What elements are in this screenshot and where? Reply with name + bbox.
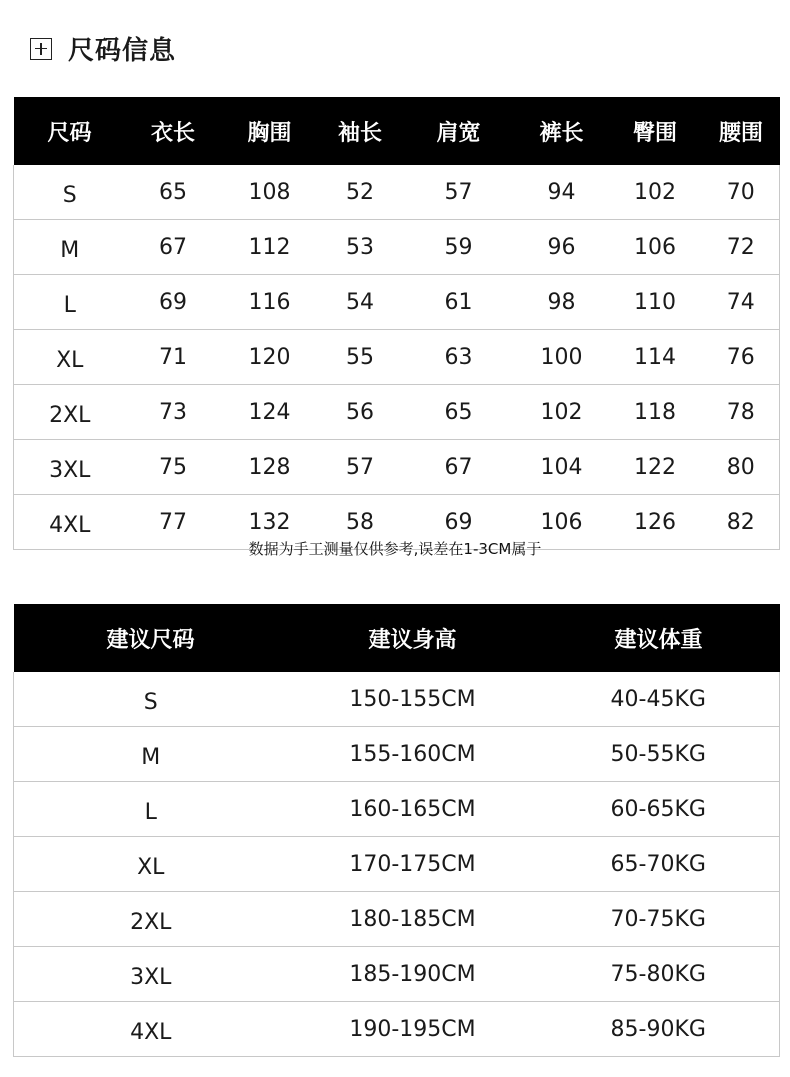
size-table-row: [14, 220, 780, 275]
measurement-note: [0, 538, 790, 563]
size-table-row: [14, 275, 780, 330]
table-cell: 98: [516, 275, 608, 330]
table-cell: 112: [221, 220, 319, 275]
table-cell: 40-45KG: [610, 686, 706, 712]
size-table-row: [14, 440, 780, 495]
section-header: [30, 30, 176, 67]
table-cell: 77: [126, 495, 221, 550]
table-cell: 114: [608, 330, 703, 385]
table-cell: 67: [402, 440, 516, 495]
size-label-cell: 3XL: [14, 440, 126, 495]
size-label-cell: M: [14, 220, 126, 275]
table-cell: 70: [726, 179, 755, 205]
table-cell: 78: [703, 385, 780, 440]
table-cell: 180-185CM: [288, 892, 538, 947]
table-cell: 76: [703, 330, 780, 385]
recommendation-row: [14, 837, 780, 892]
table-cell: 56: [319, 385, 402, 440]
column-header-chest: 胸围: [221, 97, 319, 165]
table-cell: 104: [516, 440, 608, 495]
size-label-cell: 2XL: [14, 385, 126, 440]
table-cell: 75-80KG: [538, 947, 780, 1002]
column-header-shoulder: 肩宽: [402, 97, 516, 165]
table-cell: 53: [319, 220, 402, 275]
table-cell: 80: [703, 440, 780, 495]
table-cell: 50-55KG: [538, 727, 780, 782]
size-label-cell: 4XL: [14, 495, 126, 550]
size-label-cell: 4XL: [14, 1002, 288, 1057]
table-cell: 52: [346, 179, 374, 205]
table-cell: 85-90KG: [538, 1002, 780, 1057]
recommendation-row: [14, 947, 780, 1002]
measurement-note-text: 数据为手工测量仅供参考,误差在1-3CM属于: [248, 540, 542, 558]
table-cell: 132: [221, 495, 319, 550]
size-label-cell: M: [14, 727, 288, 782]
column-header-length: 衣长: [126, 97, 221, 165]
column-header-recommended-weight: 建议体重: [538, 604, 780, 672]
table-cell: 59: [402, 220, 516, 275]
table-cell: 120: [221, 330, 319, 385]
size-label-cell: L: [14, 275, 126, 330]
table-cell: 102: [634, 179, 676, 205]
recommendation-table: [13, 604, 780, 1057]
table-cell: 102: [516, 385, 608, 440]
table-cell: 57: [319, 440, 402, 495]
table-cell: 75: [126, 440, 221, 495]
table-cell: 63: [402, 330, 516, 385]
size-label-cell: 2XL: [14, 892, 288, 947]
column-header-recommended-size: 建议尺码: [14, 604, 288, 672]
size-table-row: [14, 330, 780, 385]
column-header-waist: 腰围: [703, 97, 780, 165]
table-cell: 74: [703, 275, 780, 330]
recommendation-row: [14, 727, 780, 782]
recommendation-row: [14, 1002, 780, 1057]
size-table: [13, 97, 780, 550]
recommendation-row: [14, 892, 780, 947]
column-header-hip: 臀围: [608, 97, 703, 165]
table-cell: 150-155CM: [349, 686, 476, 712]
table-cell: 65: [159, 179, 187, 205]
table-cell: 100: [516, 330, 608, 385]
size-label-cell: S: [62, 182, 77, 208]
table-cell: 106: [516, 495, 608, 550]
table-cell: 60-65KG: [538, 782, 780, 837]
size-table-header-row: [14, 97, 780, 165]
column-header-pants-length: 裤长: [516, 97, 608, 165]
table-cell: 70-75KG: [538, 892, 780, 947]
table-cell: 118: [608, 385, 703, 440]
table-cell: 190-195CM: [288, 1002, 538, 1057]
table-cell: 96: [516, 220, 608, 275]
table-cell: 69: [126, 275, 221, 330]
table-cell: 69: [402, 495, 516, 550]
size-label-cell: 3XL: [14, 947, 288, 1002]
table-cell: 170-175CM: [288, 837, 538, 892]
recommendation-row: [14, 672, 780, 727]
recommendation-header-row: [14, 604, 780, 672]
table-cell: 61: [402, 275, 516, 330]
table-cell: 54: [319, 275, 402, 330]
recommendation-row: [14, 782, 780, 837]
size-label-cell: XL: [14, 837, 288, 892]
table-cell: 116: [221, 275, 319, 330]
table-cell: 110: [608, 275, 703, 330]
column-header-sleeve: 袖长: [319, 97, 402, 165]
table-cell: 82: [703, 495, 780, 550]
table-cell: 124: [221, 385, 319, 440]
plus-square-icon: [30, 38, 52, 60]
size-table-row: [14, 165, 780, 220]
table-cell: 65: [402, 385, 516, 440]
table-cell: 128: [221, 440, 319, 495]
table-cell: 108: [248, 179, 291, 205]
size-table-row: [14, 385, 780, 440]
table-cell: 122: [608, 440, 703, 495]
table-cell: 94: [547, 179, 576, 205]
table-cell: 58: [319, 495, 402, 550]
size-label-cell: XL: [14, 330, 126, 385]
table-cell: 57: [444, 179, 473, 205]
table-cell: 65-70KG: [538, 837, 780, 892]
table-cell: 106: [608, 220, 703, 275]
table-cell: 126: [608, 495, 703, 550]
table-cell: 71: [126, 330, 221, 385]
table-cell: 67: [126, 220, 221, 275]
table-cell: 73: [126, 385, 221, 440]
table-cell: 155-160CM: [288, 727, 538, 782]
column-header-size: 尺码: [14, 97, 126, 165]
column-header-recommended-height: 建议身高: [288, 604, 538, 672]
table-cell: 160-165CM: [288, 782, 538, 837]
size-label-cell: S: [143, 689, 158, 715]
table-cell: 72: [703, 220, 780, 275]
table-cell: 55: [319, 330, 402, 385]
size-label-cell: L: [14, 782, 288, 837]
table-cell: 185-190CM: [288, 947, 538, 1002]
section-title: 尺码信息: [68, 36, 177, 66]
